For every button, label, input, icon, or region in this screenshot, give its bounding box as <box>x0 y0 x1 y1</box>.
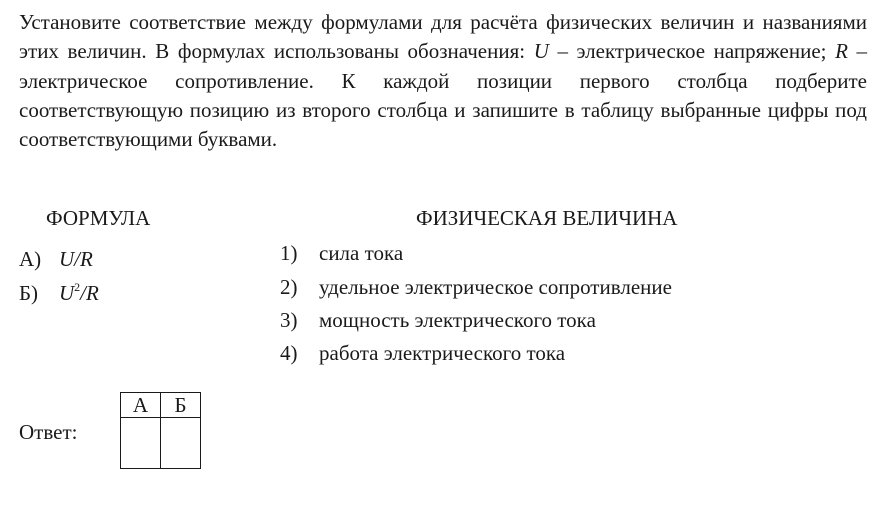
formula-expression <box>59 247 93 271</box>
quantity-number: 1) <box>280 241 298 265</box>
quantity-item-1 <box>280 240 403 266</box>
task-text-part-1: Установите соответствие между формулами для расчёта физических величин и названиями этих величин. В формулах использованы обозначения: <box>19 10 867 64</box>
formula-numerator: U <box>59 281 75 305</box>
formula-denominator: /R <box>80 281 99 305</box>
variable-U: U <box>533 39 549 64</box>
answer-table-header-row <box>121 393 201 418</box>
formula-numerator: U <box>59 247 75 271</box>
formula-denominator: /R <box>74 247 93 271</box>
formula-letter: Б) <box>19 281 39 305</box>
answer-header-a: А <box>121 393 161 418</box>
answer-cell-b[interactable] <box>161 418 201 469</box>
quantity-item-3 <box>280 307 596 333</box>
formula-column-header: ФОРМУЛА <box>46 206 151 230</box>
formula-letter: А) <box>19 247 42 271</box>
formula-item-a <box>19 240 93 272</box>
answer-table-input-row <box>121 418 201 469</box>
quantity-item-4 <box>280 340 565 366</box>
task-statement <box>19 8 867 154</box>
task-text-part-3: – электрическое сопротивление. К каждой позиции первого столбца подберите соответствующую позицию из второго столбца и запишите в таблицу выбранные цифры под соответствующими буквами. <box>19 39 867 152</box>
answer-label: Ответ: <box>19 420 78 444</box>
quantity-item-2 <box>280 274 672 300</box>
formula-exponent: 2 <box>74 280 81 294</box>
task-text-part-2: – электрическое напряжение; <box>548 39 836 64</box>
quantity-number: 2) <box>280 275 298 299</box>
quantity-label: мощность электрического тока <box>319 308 596 332</box>
variable-R: R <box>835 39 848 64</box>
answer-table <box>120 392 201 469</box>
quantity-label: сила тока <box>319 241 404 265</box>
quantity-label: удельное электрическое сопротивление <box>319 275 672 299</box>
formula-expression <box>59 281 99 305</box>
formula-item-b <box>19 274 99 306</box>
quantity-column-header: ФИЗИЧЕСКАЯ ВЕЛИЧИНА <box>416 206 678 230</box>
quantity-number: 3) <box>280 308 298 332</box>
answer-header-b: Б <box>161 393 201 418</box>
quantity-number: 4) <box>280 341 298 365</box>
answer-cell-a[interactable] <box>121 418 161 469</box>
quantity-label: работа электрического тока <box>319 341 566 365</box>
